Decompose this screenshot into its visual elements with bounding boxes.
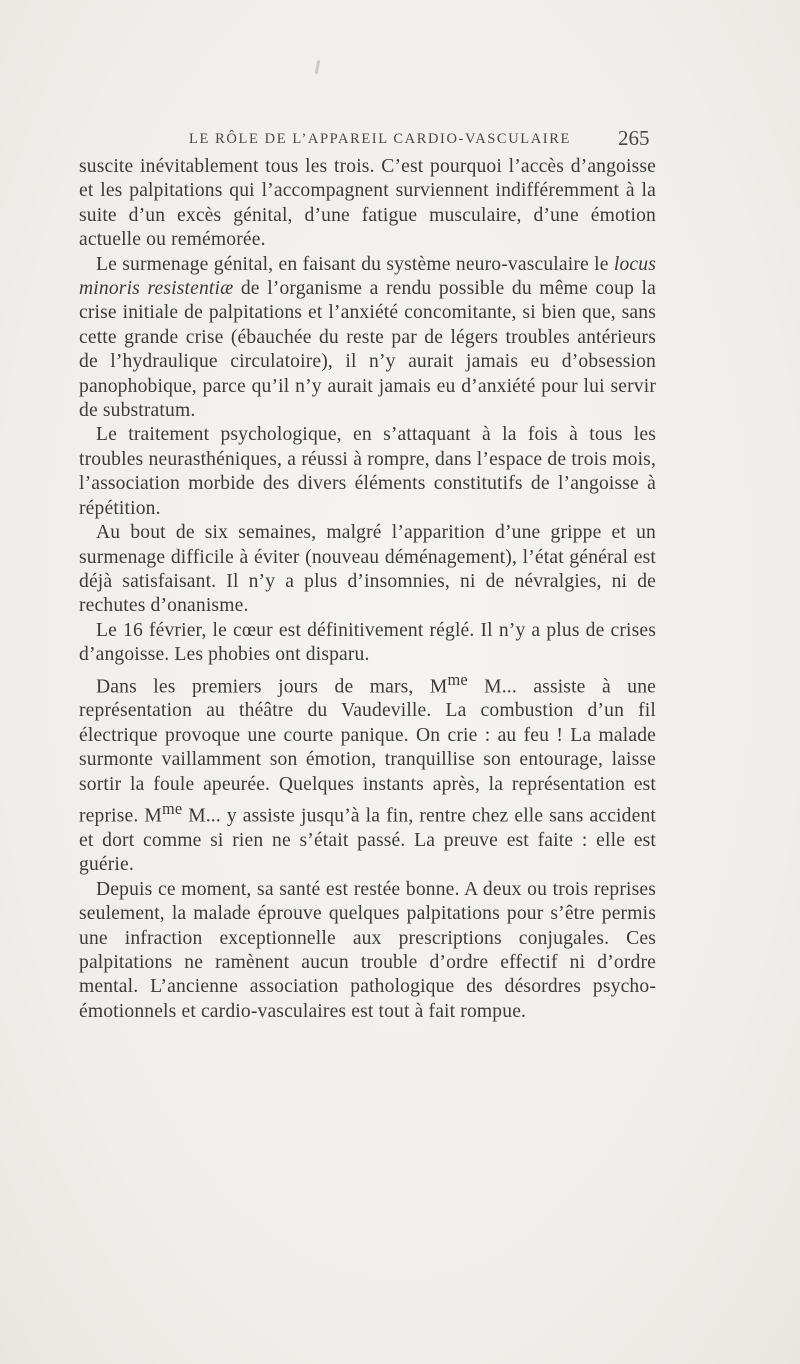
paragraph-7: Depuis ce moment, sa santé est restée bonne. A deux ou trois reprises seulement, la malade éprouve quelques palpitations pour s’être permis une infraction exceptionnelle aux prescriptions conjugales. Ces palpitations ne ramènent aucun trouble d’ordre effectif ni d’ordre mental. L’ancienne association pathologique des désordres psycho-émotionnels et cardio-vasculaires est tout à fait rompue. <box>79 878 656 1022</box>
paragraph-4: Au bout de six semaines, malgré l’apparition d’une grippe et un surmenage difficile à éviter (nouveau déménagement), l’état général est déjà satisfaisant. Il n’y a plus d’insomnies, ni de névralgies, ni de rechutes d’onanisme. <box>79 522 656 617</box>
paragraph-6 <box>79 668 656 878</box>
paragraph-6-text-b: M... assiste à une représentation au théâtre du Vaudeville. La combustion d’un fil électrique provoque une courte panique. On crie : au feu ! La malade surmonte vaillamment son émotion, tranquillise son entourage, laisse sortir la foule apeurée. Quelques instants après, la représentation est reprise. <box>79 676 656 827</box>
ink-speck <box>315 60 321 74</box>
paragraph-2-text-start: Le surmenage génital, en faisant du système neuro-vasculaire le <box>96 253 614 275</box>
paragraph-2-text-end: de l’organisme a rendu possible du même coup la crise initiale de palpitations et l’anxiété concomitante, si bien que, sans cette grande crise (ébauchée du reste par de légers troubles antérieurs de l’hydraulique circulatoire), il n’y aurait jamais eu d’obsession panophobique, parce qu’il n’y aurait jamais eu d’anxiété pour lui servir de substratum. <box>79 278 656 422</box>
page-number: 265 <box>618 126 650 150</box>
title-abbrev-superscript: me <box>447 669 468 689</box>
paragraph-6-text-c: M <box>144 805 162 827</box>
paragraph-6-text-d: M... y assiste jusqu’à la fin, rentre chez elle sans accident et dort comme si rien ne s’était passé. La preuve est faite : elle est guérie. <box>79 805 656 876</box>
body-text <box>79 155 656 1024</box>
paragraph-5: Le 16 février, le cœur est définitivement réglé. Il n’y a plus de crises d’angoisse. Les phobies ont disparu. <box>79 619 656 666</box>
paragraph-2 <box>79 253 656 424</box>
latin-phrase: locus minoris resistentiæ <box>79 253 656 300</box>
paragraph-3: Le traitement psychologique, en s’attaquant à la fois à tous les troubles neurasthéniques, a réussi à rompre, dans l’espace de trois mois, l’association morbide des divers éléments constitutifs de l’angoisse à répétition. <box>79 424 656 519</box>
running-header: LE RÔLE DE L’APPAREIL CARDIO-VASCULAIRE <box>189 131 571 147</box>
paragraph-1: suscite inévitablement tous les trois. C’est pourquoi l’accès d’angoisse et les palpitations qui l’accompagnent surviennent indifféremment à la suite d’un excès génital, d’une fatigue musculaire, d’une émotion actuelle ou remémorée. <box>79 156 656 251</box>
paragraph-6-text-a: Dans les premiers jours de mars, M <box>96 676 448 698</box>
title-abbrev-superscript-2: me <box>161 799 183 819</box>
